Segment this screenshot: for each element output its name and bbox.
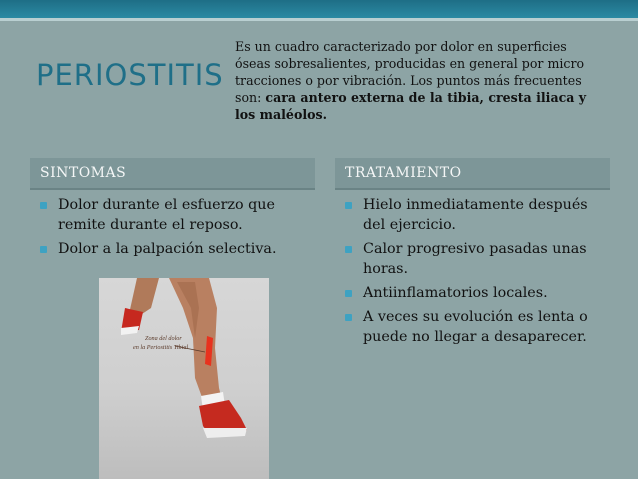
tratamiento-header: [335, 158, 610, 190]
bullet-icon: [40, 246, 47, 253]
bullet-icon: [345, 314, 352, 321]
list-item: [343, 239, 613, 279]
bullet-icon: [345, 290, 352, 297]
top-bar: [0, 0, 638, 18]
sintomas-list: [38, 195, 313, 263]
list-item: [343, 307, 613, 347]
bullet-icon: [345, 246, 352, 253]
bullet-icon: [345, 202, 352, 209]
sintomas-header: [30, 158, 315, 190]
description-text: Es un cuadro caracterizado por dolor en superficies óseas sobresalientes, producidas en general por micro tracciones o por vibración. Los puntos más frecuentes son:: [235, 39, 585, 105]
runner-leg-illustration: [99, 278, 269, 479]
list-item-text: Antiinflamatorios locales.: [363, 285, 548, 301]
list-item-text: A veces su evolución es lenta o puede no llegar a desaparecer.: [363, 309, 588, 345]
sintomas-header-label: SINTOMAS: [40, 165, 127, 181]
list-item-text: Hielo inmediatamente después del ejercicio.: [363, 197, 588, 233]
list-item: [38, 195, 313, 235]
top-bar-accent: [0, 18, 638, 21]
runner-leg-photo: [99, 278, 269, 479]
list-item-text: Dolor a la palpación selectiva.: [58, 241, 277, 257]
tratamiento-list: [343, 195, 613, 351]
description: [235, 38, 605, 123]
caption-line1: Zona del dolor: [145, 335, 182, 342]
caption-line2: en la Periostitis Tibial: [133, 344, 189, 351]
list-item-text: Dolor durante el esfuerzo que remite durante el reposo.: [58, 197, 275, 233]
list-item-text: Calor progresivo pasadas unas horas.: [363, 241, 587, 277]
slide-title: PERIOSTITIS: [36, 58, 224, 92]
description-bold: cara antero externa de la tibia, cresta iliaca y los maléolos.: [235, 90, 587, 122]
tratamiento-header-label: TRATAMIENTO: [345, 165, 462, 181]
bullet-icon: [40, 202, 47, 209]
list-item: [38, 239, 313, 259]
list-item: [343, 283, 613, 303]
list-item: [343, 195, 613, 235]
